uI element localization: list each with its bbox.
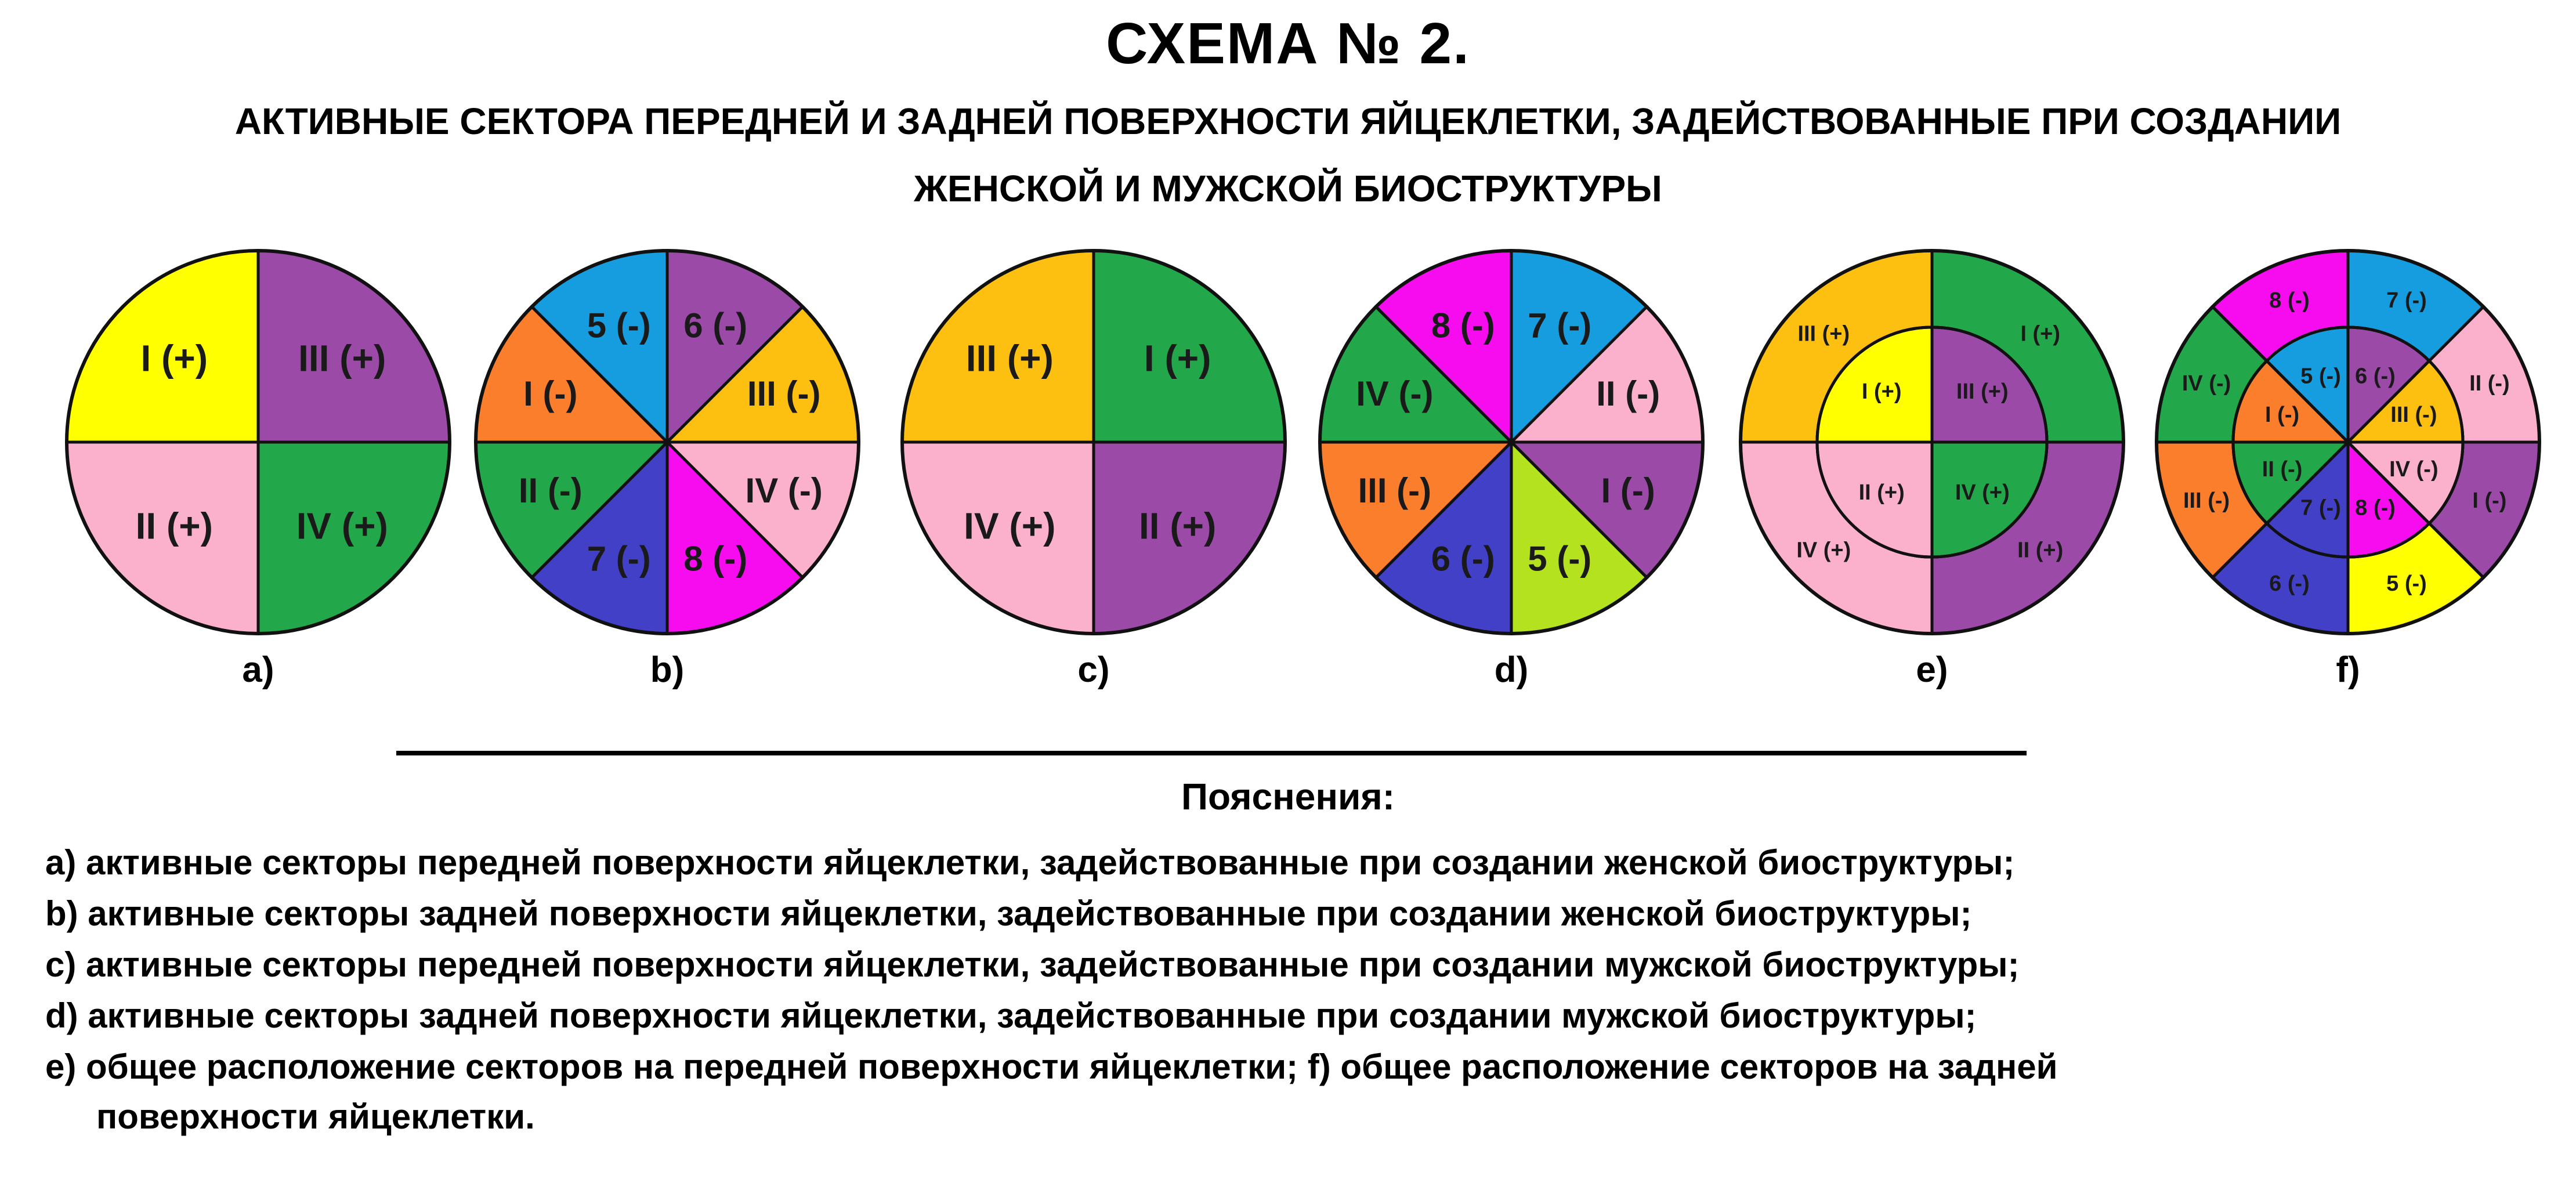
- schema-subtitle-line-1: АКТИВНЫЕ СЕКТОРА ПЕРЕДНЕЙ И ЗАДНЕЙ ПОВЕРХНОСТИ ЯЙЦЕКЛЕТКИ, ЗАДЕЙСТВОВАННЫЕ ПРИ СОЗДАНИИ: [234, 100, 2342, 142]
- sector-label-d-8: 8 (-): [1431, 306, 1495, 345]
- outer-sector-label-f-4: 5 (-): [2386, 571, 2427, 596]
- diagram-c: [902, 251, 1285, 690]
- sector-label-b-3: IV (-): [745, 471, 823, 510]
- sector-label-b-6: II (-): [518, 471, 583, 510]
- schema-subtitle-line-2: ЖЕНСКОЙ И МУЖСКОЙ БИОСТРУКТУРЫ: [914, 168, 1662, 209]
- inner-sector-label-f-8: 5 (-): [2300, 364, 2341, 389]
- sector-label-b-1: 6 (-): [683, 306, 748, 345]
- sector-label-c-2: I (+): [1144, 337, 1211, 379]
- diagram-caption-f: f): [2336, 650, 2360, 690]
- inner-sector-label-e-3: IV (+): [1955, 480, 2010, 505]
- diagram-caption-c: c): [1077, 650, 1110, 690]
- diagram-a: [67, 251, 450, 690]
- sector-label-d-4: 5 (-): [1528, 539, 1592, 578]
- diagram-caption-b: b): [650, 650, 685, 690]
- inner-sector-label-e-4: II (+): [1858, 480, 1905, 505]
- sector-label-d-3: I (-): [1601, 471, 1655, 510]
- section-divider: [396, 751, 2027, 755]
- outer-sector-label-e-3: II (+): [2017, 538, 2064, 563]
- inner-sector-label-f-3: IV (-): [2389, 457, 2438, 482]
- outer-sector-label-f-1: 7 (-): [2386, 288, 2427, 313]
- sector-label-c-1: III (+): [965, 337, 1054, 379]
- diagram-caption-a: a): [242, 650, 274, 690]
- diagram-e: [1741, 251, 2123, 690]
- inner-sector-label-f-4: 8 (-): [2355, 496, 2396, 520]
- sector-label-d-5: 6 (-): [1431, 539, 1495, 578]
- sector-label-d-2: II (-): [1596, 374, 1660, 414]
- sector-label-c-4: IV (+): [964, 505, 1056, 547]
- sector-label-b-2: III (-): [747, 374, 821, 414]
- inner-sector-label-f-1: 6 (-): [2355, 364, 2396, 389]
- sector-label-a-4: II (+): [135, 505, 213, 547]
- inner-sector-label-e-2: III (+): [1956, 379, 2009, 404]
- inner-sector-label-e-1: I (+): [1861, 379, 1902, 404]
- outer-sector-label-e-2: I (+): [2020, 321, 2061, 346]
- note-line-f: поверхности яйцеклетки.: [96, 1097, 535, 1136]
- outer-sector-label-e-1: III (+): [1797, 321, 1850, 346]
- schema-title: СХЕМА № 2.: [1106, 11, 1470, 76]
- sector-label-c-3: II (+): [1139, 505, 1217, 547]
- diagram-caption-d: d): [1494, 650, 1529, 690]
- inner-sector-label-f-7: I (-): [2265, 403, 2300, 427]
- inner-sector-label-f-5: 7 (-): [2300, 496, 2341, 520]
- inner-sector-label-f-2: III (-): [2390, 403, 2437, 427]
- diagram-d: [1320, 251, 1703, 690]
- outer-sector-label-f-5: 6 (-): [2269, 571, 2310, 596]
- outer-sector-label-e-4: IV (+): [1796, 538, 1851, 563]
- outer-sector-label-f-3: I (-): [2472, 489, 2507, 513]
- notes-title: Пояснения:: [1181, 776, 1395, 818]
- outer-sector-label-f-8: 8 (-): [2269, 288, 2310, 313]
- outer-sector-label-f-2: II (-): [2469, 371, 2510, 396]
- note-line-e: e) общее расположение секторов на передней поверхности яйцеклетки; f) общее расположение секторов на задней: [45, 1047, 2058, 1086]
- sector-label-b-7: I (-): [523, 374, 578, 414]
- sector-label-a-2: III (+): [298, 337, 386, 379]
- note-line-b: b) активные секторы задней поверхности яйцеклетки, задействованные при создании женской биоструктуры;: [45, 894, 1972, 933]
- sector-label-b-8: 5 (-): [587, 306, 651, 345]
- sector-label-b-5: 7 (-): [587, 539, 651, 578]
- outer-sector-label-f-7: IV (-): [2181, 371, 2231, 396]
- note-line-a: a) активные секторы передней поверхности яйцеклетки, задействованные при создании женской биоструктуры;: [45, 843, 2015, 882]
- sector-label-d-6: III (-): [1358, 471, 1432, 510]
- sector-label-a-3: IV (+): [296, 505, 388, 547]
- inner-sector-label-f-6: II (-): [2262, 457, 2303, 482]
- diagram-f: [2157, 251, 2539, 690]
- diagram-b: [476, 251, 859, 690]
- sector-label-b-4: 8 (-): [683, 539, 748, 578]
- sector-label-a-1: I (+): [140, 337, 208, 379]
- note-line-d: d) активные секторы задней поверхности яйцеклетки, задействованные при создании мужской биоструктуры;: [45, 996, 1977, 1035]
- outer-sector-label-f-6: III (-): [2183, 489, 2230, 513]
- sector-label-d-7: IV (-): [1356, 374, 1434, 414]
- sector-label-d-1: 7 (-): [1528, 306, 1592, 345]
- diagram-caption-e: e): [1916, 650, 1948, 690]
- note-line-c: c) активные секторы передней поверхности яйцеклетки, задействованные при создании мужской биоструктуры;: [45, 945, 2020, 984]
